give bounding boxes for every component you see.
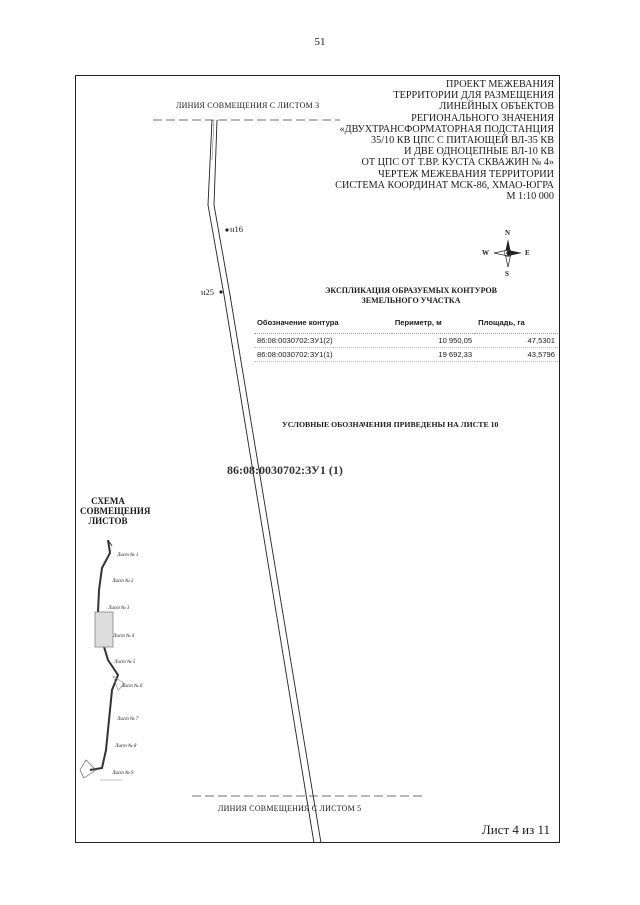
scheme-sheet-label: Лист № 5 [114,660,136,665]
table-cell: 86:08:0030702:ЗУ1(1) [254,348,392,362]
scheme-title-line: ЛИСТОВ [88,516,128,526]
sheet-number: Лист 4 из 11 [481,822,550,837]
title-block [254,79,554,202]
title-line: «ДВУХТРАНСФОРМАТОРНАЯ ПОДСТАНЦИЯ [339,123,554,135]
scheme-sheet-label: Лист № 6 [121,684,143,689]
scheme-sheet-label: Лист № 4 [113,634,135,639]
compass-south-label: S [505,270,509,278]
title-line: ТЕРРИТОРИИ ДЛЯ РАЗМЕЩЕНИЯ [393,90,554,102]
corridor-line-inner [212,120,214,160]
compass-north-label: N [505,229,511,237]
table-cell: 43,5796 [475,348,558,362]
junction-label-top: ЛИНИЯ СОВМЕЩЕНИЯ С ЛИСТОМ 3 [176,101,320,110]
table-row [254,348,558,362]
page-number: 51 [314,36,326,48]
scheme-sheet-label: Лист № 9 [112,771,134,776]
scheme-current-sheet [95,612,113,647]
scheme-title-line: СОВМЕЩЕНИЯ [80,506,151,516]
junction-label-bottom: ЛИНИЯ СОВМЕЩЕНИЯ С ЛИСТОМ 5 [218,804,362,813]
point-label-n25: н25 [201,287,215,297]
scheme-sheet-label: Лист № 3 [108,606,130,611]
title-line: И ДВЕ ОДНОЦЕПНЫЕ ВЛ-10 КВ [404,146,554,158]
scheme-sheet-label: Лист № 7 [117,717,139,722]
explication-title [296,286,526,306]
title-line: ПРОЕКТ МЕЖЕВАНИЯ [446,79,554,90]
scheme-title-line: СХЕМА [91,496,125,506]
scheme-route-line [90,540,118,770]
scheme-title [80,496,151,526]
boundary-point-n25 [219,290,222,293]
explication-title-line: ЗЕМЕЛЬНОГО УЧАСТКА [361,296,461,305]
compass-east-label: E [525,249,530,257]
column-header: Периметр, м [392,316,475,334]
compass-west-label: W [482,249,489,257]
parcel-label: 86:08:0030702:ЗУ1 (1) [227,463,343,477]
point-label-n16: н16 [230,224,244,234]
title-line: ОТ ЦПС ОТ Т.ВР. КУСТА СКВАЖИН № 4» [361,157,554,169]
table-cell: 86:08:0030702:ЗУ1(2) [254,334,392,348]
table-row [254,334,558,348]
scheme-sheet-label: Лист № 8 [115,744,137,749]
scheme-sheet-label: Лист № 1 [117,553,139,558]
legend-note: УСЛОВНЫЕ ОБОЗНАЧЕНИЯ ПРИВЕДЕНЫ НА ЛИСТЕ 10 [282,420,499,429]
table-cell: 47,5301 [475,334,558,348]
title-line: ЛИНЕЙНЫХ ОБЪЕКТОВ [439,101,554,113]
explication-table [254,316,558,362]
title-line: 35/10 КВ ЦПС С ПИТАЮЩЕЙ ВЛ-35 КВ [371,135,554,147]
boundary-point-n16 [225,228,228,231]
title-line: РЕГИОНАЛЬНОГО ЗНАЧЕНИЯ [411,112,554,124]
column-header: Площадь, га [475,316,558,334]
north-arrow-icon [494,239,522,267]
table-cell: 10 950,05 [392,334,475,348]
table-cell: 19 692,33 [392,348,475,362]
scheme-sheet-label: Лист № 2 [112,579,134,584]
table-header-row [254,316,558,334]
title-line: СИСТЕМА КООРДИНАТ МСК-86, ХМАО-ЮГРА [335,179,554,191]
scale-label: М 1:10 000 [506,191,554,203]
column-header: Обозначение контура [254,316,392,334]
title-line: ЧЕРТЕЖ МЕЖЕВАНИЯ ТЕРРИТОРИИ [378,168,554,180]
explication-title-line: ЭКСПЛИКАЦИЯ ОБРАЗУЕМЫХ КОНТУРОВ [324,286,498,295]
